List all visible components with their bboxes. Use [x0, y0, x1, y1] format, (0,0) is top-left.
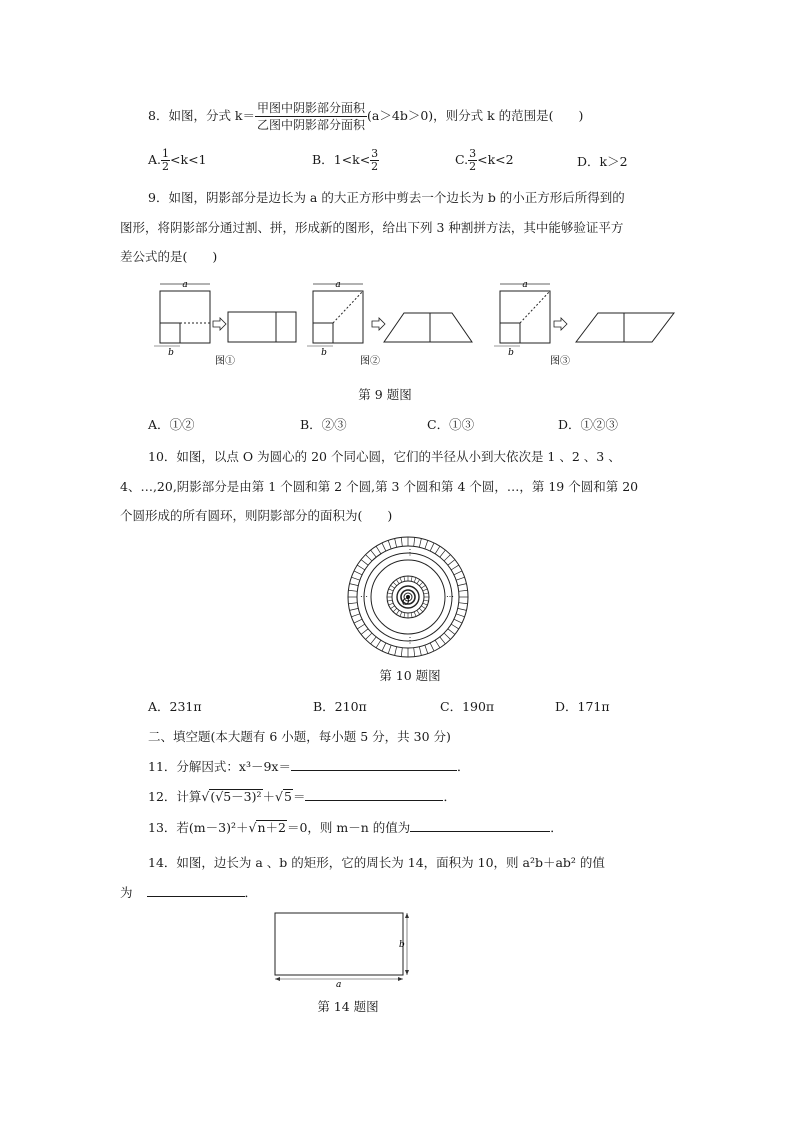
ring-hatch: [414, 648, 415, 657]
q8-option-c-den: 2: [469, 160, 477, 173]
q14-line1: [120, 853, 680, 873]
q8-option-c-frac: [468, 148, 477, 173]
q8-option-a-frac: [161, 148, 170, 173]
ring-hatch-inner: [414, 612, 416, 617]
q8-prefix: 8．如图，分式 k＝: [148, 108, 256, 123]
q9-fig2-label: 图②: [360, 356, 380, 367]
ring-hatch: [351, 614, 359, 617]
q8-option-a: [148, 148, 207, 173]
ring-hatch-inner: [417, 610, 420, 614]
ring-hatch: [454, 571, 462, 575]
q8-option-c: [455, 148, 514, 173]
q9-fig1-side-b: b: [168, 348, 174, 358]
q10-figure: [346, 535, 471, 660]
q8-option-c-label: C.: [455, 152, 469, 167]
q13-pre: 13．若(m－3)²＋: [148, 820, 249, 835]
ring-hatch-inner: [404, 613, 405, 618]
ring-hatch: [395, 647, 397, 656]
ring-hatch: [419, 539, 421, 548]
q8-frac-den: 乙图中阴影部分面积: [257, 118, 366, 132]
q10-option-b: B．210π: [313, 699, 367, 714]
q8-option-a-post: <k<1: [170, 152, 207, 167]
q9-fig3-label: 图③: [550, 356, 570, 367]
q9-option-c: C．①③: [427, 417, 475, 432]
q12-mid: ＋: [262, 789, 276, 804]
q14-rectangle: [275, 913, 403, 975]
ring-hatch: [451, 624, 459, 629]
ring-hatch: [350, 584, 359, 586]
q11-text: 11．分解因式：x³－9x＝: [148, 759, 291, 774]
q8-stem: [120, 100, 680, 133]
ring-hatch-inner: [393, 608, 397, 612]
q14-answer-blank[interactable]: [147, 884, 245, 897]
ring-hatch: [430, 543, 434, 551]
q11-end: ．: [456, 759, 470, 774]
ring-hatch-inner: [417, 580, 420, 584]
ring-hatch: [388, 645, 391, 653]
q8-option-b-den: 2: [371, 160, 379, 173]
ring-hatch: [382, 543, 386, 551]
ring-hatch: [395, 539, 397, 548]
ring-hatch: [444, 633, 450, 639]
ring-hatch: [376, 546, 381, 554]
ring-hatch-inner: [389, 603, 394, 605]
q13-end: ．: [550, 820, 563, 835]
q11: [120, 757, 680, 777]
q10-dots-left: ⋯: [360, 592, 368, 601]
q9-fig1-label: 图①: [215, 356, 235, 367]
q8-option-c-num: 3: [469, 147, 477, 160]
q8-option-a-num: 1: [162, 147, 170, 160]
q10-dots-right: ⋯: [446, 592, 454, 601]
q9-caption: 第 9 题图: [358, 387, 412, 402]
q14-side-b: b: [399, 940, 405, 950]
ring-hatch-inner: [396, 580, 399, 584]
ring-hatch: [435, 640, 440, 648]
ring-hatch: [456, 577, 464, 580]
q12: [120, 787, 680, 807]
q8-frac-num: 甲图中阴影部分面积: [257, 101, 366, 115]
ring-hatch: [354, 571, 362, 575]
ring-hatch: [456, 614, 464, 617]
ring-hatch: [376, 640, 381, 648]
q11-answer-blank[interactable]: [291, 758, 457, 771]
ring-hatch: [357, 565, 365, 570]
q14-line2-text: 为: [120, 885, 133, 900]
ring-hatch: [351, 577, 359, 580]
q13-answer-blank[interactable]: [410, 819, 550, 832]
ring-hatch: [419, 647, 421, 656]
ring-hatch: [451, 565, 459, 570]
q14-side-a: a: [336, 980, 342, 990]
section2-title: [120, 727, 680, 747]
q10-line3: 个圆形成的所有圆环，则阴影部分的面积为( ): [120, 508, 393, 523]
ring-hatch: [348, 603, 357, 604]
q10-dots-top: ⋮: [406, 548, 414, 557]
ring-hatch: [458, 584, 467, 586]
ring-hatch: [382, 643, 386, 651]
q10-caption: 第 10 题图: [379, 668, 441, 683]
ring-hatch: [454, 619, 462, 623]
q10-option-d: D．171π: [555, 699, 610, 714]
ring-hatch-inner: [419, 582, 423, 586]
q9-option-d: D．①②③: [558, 417, 619, 432]
q8-option-a-label: A.: [148, 152, 162, 167]
q13: [120, 818, 680, 838]
q9-line3: 差公式的是( ): [120, 249, 218, 264]
ring-hatch-inner: [424, 600, 429, 601]
q12-radical2: √5: [275, 789, 292, 804]
ring-hatch: [435, 546, 440, 554]
q12-post: ＝: [292, 789, 306, 804]
ring-hatch: [401, 648, 402, 657]
ring-hatch: [425, 645, 428, 653]
q10-dots-bottom: ⋮: [406, 636, 414, 645]
q13-radicand: n＋2: [257, 820, 286, 835]
ring-hatch-inner: [391, 585, 395, 588]
ring-hatch-inner: [389, 589, 394, 591]
q8-fraction: [255, 100, 367, 133]
ring-hatch-inner: [411, 613, 412, 618]
ring-hatch: [361, 629, 368, 635]
ring-hatch-inner: [393, 582, 397, 586]
ring-hatch-inner: [423, 589, 428, 591]
ring-hatch-inner: [400, 578, 402, 583]
ring-hatch: [459, 603, 468, 604]
q9-fig2-side-b: b: [321, 348, 327, 358]
ring-hatch: [448, 560, 455, 566]
ring-hatch: [440, 637, 446, 644]
ring-hatch: [371, 637, 377, 644]
q10-option-c: C．190π: [440, 699, 495, 714]
ring-hatch-inner: [424, 593, 429, 594]
q8-option-c-post: <k<2: [477, 152, 514, 167]
q9-fig3: [494, 280, 674, 367]
q8-option-d: [577, 152, 628, 170]
q10-option-a: A．231π: [148, 699, 202, 714]
q9-fig2: [307, 280, 472, 367]
q12-pre: 12．计算: [148, 789, 202, 804]
ring-hatch: [430, 643, 434, 651]
q9-figure: [140, 278, 680, 373]
q9-fig2-side-a: a: [335, 280, 341, 290]
q9-fig1: [154, 280, 296, 367]
q8-suffix: (a＞4b＞0)，则分式 k 的范围是( ): [367, 108, 584, 123]
q9-fig1-side-a: a: [182, 280, 188, 290]
q9-option-b: B．②③: [300, 417, 347, 432]
ring-hatch-inner: [419, 608, 423, 612]
ring-hatch-inner: [387, 593, 392, 594]
ring-hatch-inner: [421, 585, 425, 588]
q14-line2: [120, 883, 680, 903]
ring-hatch-inner: [391, 606, 395, 609]
q10-line1-text: 10．如图，以点 O 为圆心的 20 个同心圆，它们的半径从小到大依次是 1 、2 、3 、: [148, 449, 621, 464]
q10-line1: [120, 447, 680, 467]
q8-option-b-pre: 1<k<: [333, 152, 371, 167]
ring-hatch-inner: [411, 576, 412, 581]
ring-hatch-inner: [421, 606, 425, 609]
ring-hatch-inner: [400, 612, 402, 617]
q12-end: ．: [443, 789, 456, 804]
q9-fig3-side-a: a: [522, 280, 528, 290]
q13-radical: √n＋2: [248, 820, 286, 835]
q9-line2: 图形，将阴影部分通过割、拼，形成新的图形，给出下列 3 种割拼方法，其中能够验证平方: [120, 220, 624, 235]
ring-hatch-inner: [396, 610, 399, 614]
q8-option-d-label: D．: [577, 154, 600, 169]
q8-option-b-frac: [370, 148, 379, 173]
q12-answer-blank[interactable]: [305, 788, 443, 801]
section2-title-text: 二、填空题(本大题有 6 小题，每小题 5 分，共 30 分): [148, 729, 451, 744]
q9-line1-text: 9．如图，阴影部分是边长为 a 的大正方形中剪去一个边长为 b 的小正方形后所得到的: [148, 190, 625, 205]
q10-center-label: O: [402, 598, 410, 608]
q14-caption: 第 14 题图: [317, 999, 379, 1014]
q8-option-b-num: 3: [371, 147, 379, 160]
ring-hatch: [366, 633, 372, 639]
ring-hatch: [414, 537, 415, 546]
q12-radicand: (√5－3)²: [210, 789, 262, 804]
ring-hatch: [354, 619, 362, 623]
q8-option-b-label: B．: [312, 152, 334, 167]
q8-option-b: [312, 148, 379, 173]
q8-option-d-pre: k＞2: [599, 154, 628, 169]
ring-hatch: [448, 629, 455, 635]
ring-hatch: [458, 608, 467, 610]
ring-hatch-inner: [387, 600, 392, 601]
ring-hatch: [357, 624, 365, 629]
q14-line1-text: 14．如图，边长为 a 、b 的矩形，它的周长为 14，面积为 10，则 a²b＋ab² 的值: [148, 855, 605, 870]
q12-radical: √(√5－3)²: [201, 789, 262, 804]
ring-hatch: [371, 550, 377, 557]
ring-hatch: [444, 555, 450, 561]
q13-post: ＝0，则 m－n 的值为: [286, 820, 411, 835]
ring-hatch: [350, 608, 359, 610]
q14-figure: [268, 908, 416, 990]
q8-option-a-den: 2: [162, 160, 170, 173]
ring-hatch: [388, 540, 391, 548]
ring-hatch: [361, 560, 368, 566]
q9-fig3-side-b: b: [508, 348, 514, 358]
ring-hatch-inner: [404, 576, 405, 581]
ring-hatch-inner: [423, 603, 428, 605]
ring-hatch: [366, 555, 372, 561]
q9-line1: [120, 188, 680, 208]
q14-end: ．: [244, 885, 258, 900]
ring-hatch: [348, 590, 357, 591]
ring-hatch: [440, 550, 446, 557]
ring-hatch: [425, 540, 428, 548]
ring-hatch-inner: [414, 578, 416, 583]
ring-hatch: [459, 590, 468, 591]
q12-radicand2: 5: [284, 789, 292, 804]
q10-line2: 4、…,20,阴影部分是由第 1 个圆和第 2 个圆,第 3 个圆和第 4 个圆，…，第 19 个圆和第 20: [120, 479, 639, 494]
ring-hatch: [401, 537, 402, 546]
q9-option-a: A．①②: [148, 417, 195, 432]
